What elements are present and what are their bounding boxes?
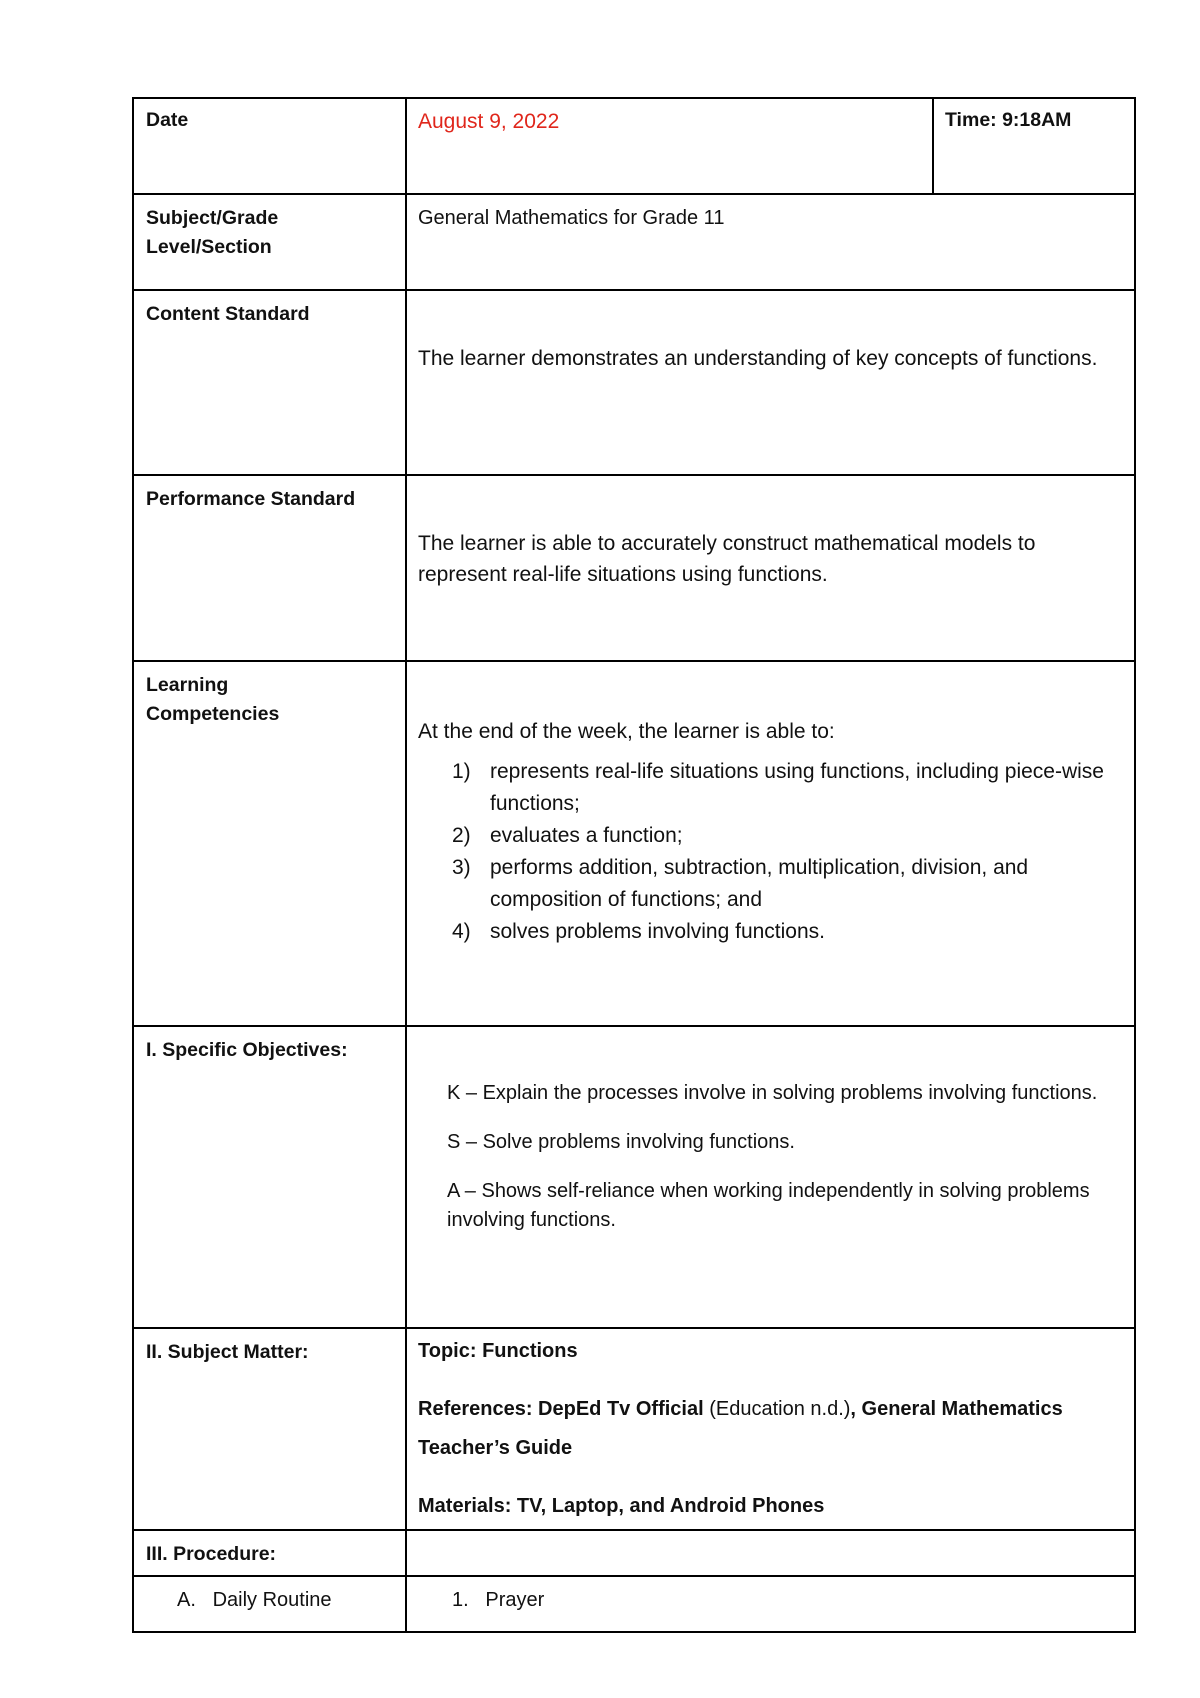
subject-label: Subject/Grade Level/Section [134, 195, 407, 291]
performance-standard-text: The learner is able to accurately construct mathematical models to represent real-life situations using functions. [418, 532, 1036, 586]
topic: Topic: Functions [418, 1340, 578, 1362]
objective-skill: S – Solve problems involving functions. [447, 1131, 795, 1153]
content-standard-row [134, 289, 1134, 476]
procedure-label: III. Procedure: [134, 1531, 407, 1577]
performance-standard-label: Performance Standard [134, 476, 407, 662]
content-standard-value [407, 291, 1134, 476]
procedure-row [134, 1529, 1134, 1577]
competencies-intro: At the end of the week, the learner is able to: [418, 720, 835, 743]
subject-matter-label: II. Subject Matter: [134, 1329, 407, 1531]
prayer-item: 1. Prayer [452, 1589, 545, 1611]
item-number: 1) [452, 760, 471, 783]
date-row [134, 97, 1134, 193]
time-cell [934, 97, 1134, 193]
procedure-value [407, 1531, 1134, 1577]
item-number: 2) [452, 824, 471, 847]
item-text: evaluates a function; [490, 824, 683, 847]
item-text: solves problems involving functions. [490, 920, 825, 943]
list-item [418, 916, 1123, 948]
item-text: performs addition, subtraction, multiplication, division, and composition of functions; and [490, 856, 1029, 911]
content-standard-label: Content Standard [134, 291, 407, 476]
item-number: 4) [452, 920, 471, 943]
list-item [418, 852, 1123, 916]
performance-standard-value [407, 476, 1134, 662]
date-label: Date [134, 97, 407, 193]
objectives-value [407, 1027, 1134, 1329]
subject-matter-value [407, 1329, 1134, 1531]
list-item [418, 756, 1123, 820]
item-number: 3) [452, 856, 471, 879]
references-citation: (Education n.d.) [703, 1398, 851, 1420]
daily-routine-row [134, 1575, 1134, 1633]
objective-knowledge: K – Explain the processes involve in solving problems involving functions. [447, 1082, 1098, 1104]
performance-standard-row [134, 474, 1134, 662]
subject-matter-row [134, 1327, 1134, 1531]
subject-row [134, 193, 1134, 291]
list-item [418, 820, 1123, 852]
daily-routine-text: A. Daily Routine [177, 1589, 332, 1611]
learning-competencies-row [134, 660, 1134, 1027]
references-guide: , General Mathematics Teacher’s Guide [418, 1398, 1063, 1459]
learning-competencies-value [407, 662, 1134, 1027]
daily-routine-label [134, 1577, 407, 1633]
competencies-list [418, 756, 1123, 948]
item-text: represents real-life situations using functions, including piece-wise functions; [490, 760, 1104, 815]
date-text: August 9, 2022 [418, 110, 560, 133]
objective-attitude: A – Shows self-reliance when working independently in solving problems involving functions. [447, 1180, 1090, 1231]
objectives-row [134, 1025, 1134, 1329]
time-label: Time: 9:18AM [945, 109, 1072, 131]
subject-value: General Mathematics for Grade 11 [418, 207, 725, 229]
references [418, 1390, 1123, 1468]
date-value [407, 97, 934, 193]
references-source: References: DepEd Tv Official [418, 1398, 704, 1420]
objectives-label: I. Specific Objectives: [134, 1027, 407, 1329]
learning-competencies-label: Learning Competencies [134, 662, 407, 1027]
daily-routine-value [407, 1577, 1134, 1633]
content-standard-text: The learner demonstrates an understanding of key concepts of functions. [418, 347, 1098, 370]
materials: Materials: TV, Laptop, and Android Phones [418, 1495, 825, 1517]
